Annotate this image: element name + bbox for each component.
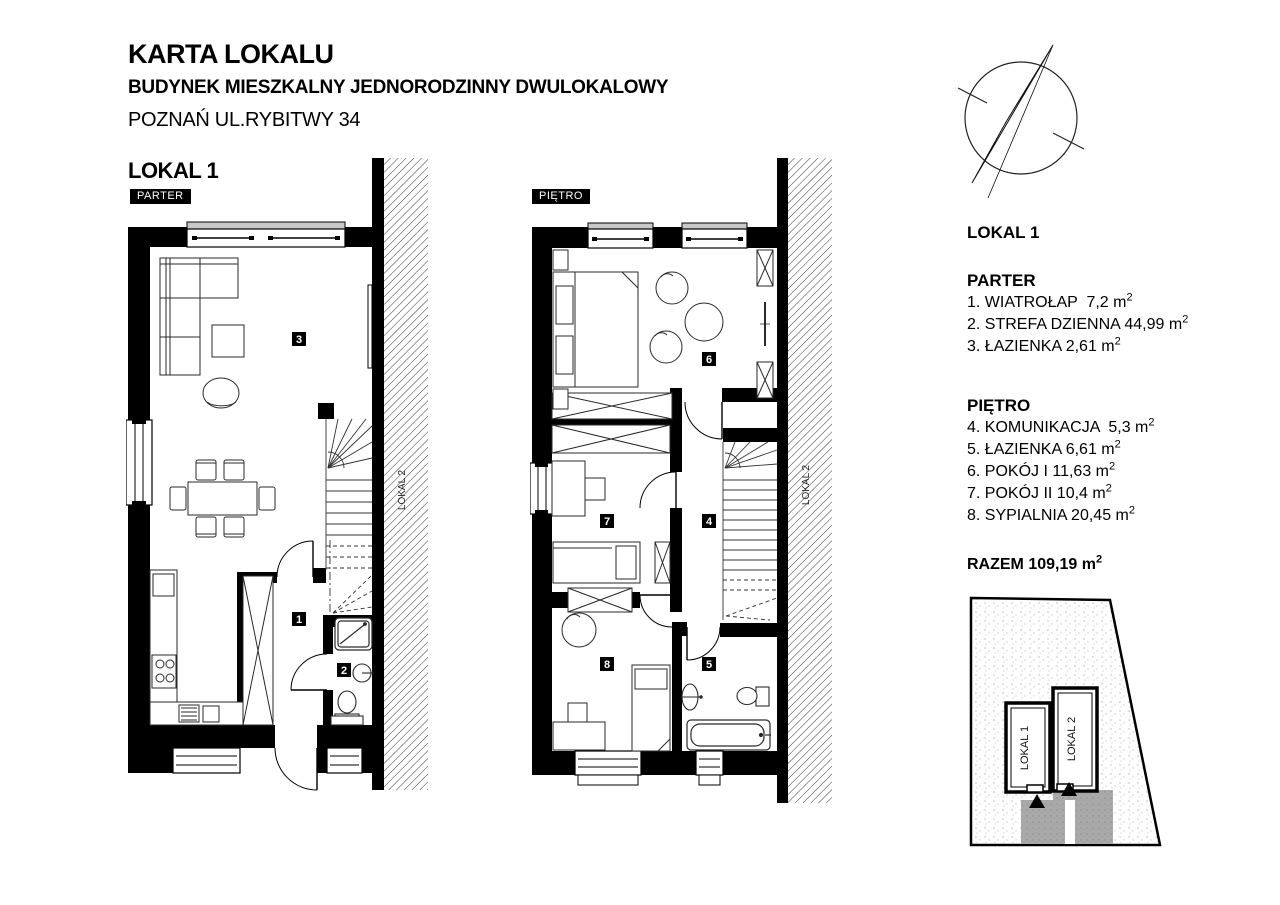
window-left <box>530 463 554 514</box>
party-wall <box>372 158 384 790</box>
wardrobe <box>243 576 273 725</box>
building-lokal-2 <box>1053 688 1097 791</box>
pietro-badge: PIĘTRO <box>532 189 590 204</box>
door-room6 <box>685 402 722 439</box>
plan-unit-heading: LOKAL 1 <box>128 158 219 183</box>
window-bottom-2 <box>696 751 723 785</box>
staircase <box>326 419 372 615</box>
washbasin-room5 <box>682 684 702 710</box>
round-table <box>685 303 723 341</box>
sink <box>203 706 219 722</box>
legend-heading-parter: PARTER <box>967 271 1036 290</box>
driveway-divider <box>1065 800 1075 844</box>
radiator <box>368 285 372 368</box>
entry-door <box>275 748 317 790</box>
legend-total: RAZEM 109,19 $m^2$ <box>967 553 1103 573</box>
window-left <box>126 420 152 505</box>
room-3-badge: 3 <box>295 334 303 346</box>
window-top-2 <box>682 223 747 248</box>
single-bed-room7 <box>553 542 640 583</box>
legend-item: 7. POKÓJ II 10,4 $m^2$ <box>967 482 1112 502</box>
room-6-badge: 6 <box>705 354 713 366</box>
desk-room7 <box>552 461 605 516</box>
coffee-table <box>212 325 244 357</box>
armchair-room8 <box>562 613 596 647</box>
legend-item: 2. STREFA DZIENNA 44,99 $m^2$ <box>967 313 1189 333</box>
toilet <box>331 691 363 725</box>
room-1-badge: 1 <box>295 614 303 626</box>
legend-item: 1. WIATROŁAP 7,2 $m^2$ <box>967 291 1133 311</box>
party-wall <box>777 158 788 803</box>
bathroom-door <box>291 654 327 690</box>
single-bed-room8 <box>632 665 670 751</box>
room-7-badge: 7 <box>603 516 611 528</box>
legend-heading-pietro: PIĘTRO <box>967 396 1031 415</box>
party-wall-label: LOKAL 2 <box>397 469 408 511</box>
bathtub <box>687 720 771 750</box>
armchairs-and-table <box>650 272 723 363</box>
staircase <box>723 442 777 620</box>
window-bottom-bathroom <box>327 748 362 773</box>
parter-badge: PARTER <box>130 189 191 204</box>
door-room7 <box>640 472 676 508</box>
legend-item: 6. POKÓJ I 11,63 $m^2$ <box>967 460 1116 480</box>
site-plan <box>965 592 1170 854</box>
shower <box>335 618 372 650</box>
legend-item: 3. ŁAZIENKA 2,61 $m^2$ <box>967 335 1121 355</box>
door-room5 <box>687 627 720 660</box>
page-subtitle: BUDYNEK MIESZKALNY JEDNORODZINNY DWULOKALOWY <box>128 77 669 98</box>
needle-white-blade <box>972 45 1053 183</box>
room-4-badge: 4 <box>705 516 713 528</box>
page-title: KARTA LOKALU <box>128 39 334 69</box>
washbasin <box>353 664 374 682</box>
window-top-1 <box>588 223 653 248</box>
cooktop <box>152 655 176 688</box>
building-lokal-1 <box>1006 703 1050 792</box>
legend-unit: LOKAL 1 <box>967 223 1040 242</box>
kitchen <box>150 570 243 725</box>
legend-item: 5. ŁAZIENKA 6,61 $m^2$ <box>967 438 1121 458</box>
door-room8 <box>640 595 672 627</box>
wardrobes-right <box>757 250 773 398</box>
room-2-badge: 2 <box>340 665 348 677</box>
legend-item: 4. KOMUNIKACJA 5,3 $m^2$ <box>967 416 1155 436</box>
living-entry-door <box>277 541 313 577</box>
double-bed <box>553 250 638 409</box>
parter-floor-plan <box>126 150 436 800</box>
toilet-room5 <box>737 687 769 706</box>
area-legend <box>967 222 1267 576</box>
pietro-floor-plan <box>530 150 840 815</box>
site-lokal-1-label: LOKAL 1 <box>1019 725 1031 771</box>
window-bottom-1 <box>575 751 641 785</box>
wardrobe-room7 <box>655 542 670 583</box>
page-address: POZNAŃ UL.RYBITWY 34 <box>128 109 361 131</box>
site-lokal-2-label: LOKAL 2 <box>1066 716 1078 762</box>
armchair <box>203 378 239 408</box>
needle-hatched-blade <box>988 45 1053 198</box>
compass-circle <box>965 62 1077 174</box>
legend-item: 8. SYPIALNIA 20,45 $m^2$ <box>967 504 1135 524</box>
window-bottom-kitchen <box>173 748 240 773</box>
north-arrow-compass <box>940 30 1110 200</box>
window-top <box>187 222 345 247</box>
document-header <box>128 40 668 132</box>
room-5-badge: 5 <box>705 659 713 671</box>
room-8-badge: 8 <box>603 659 611 671</box>
party-wall-label: LOKAL 2 <box>801 464 812 506</box>
dining-set <box>170 460 275 537</box>
desk-room8 <box>553 703 605 750</box>
